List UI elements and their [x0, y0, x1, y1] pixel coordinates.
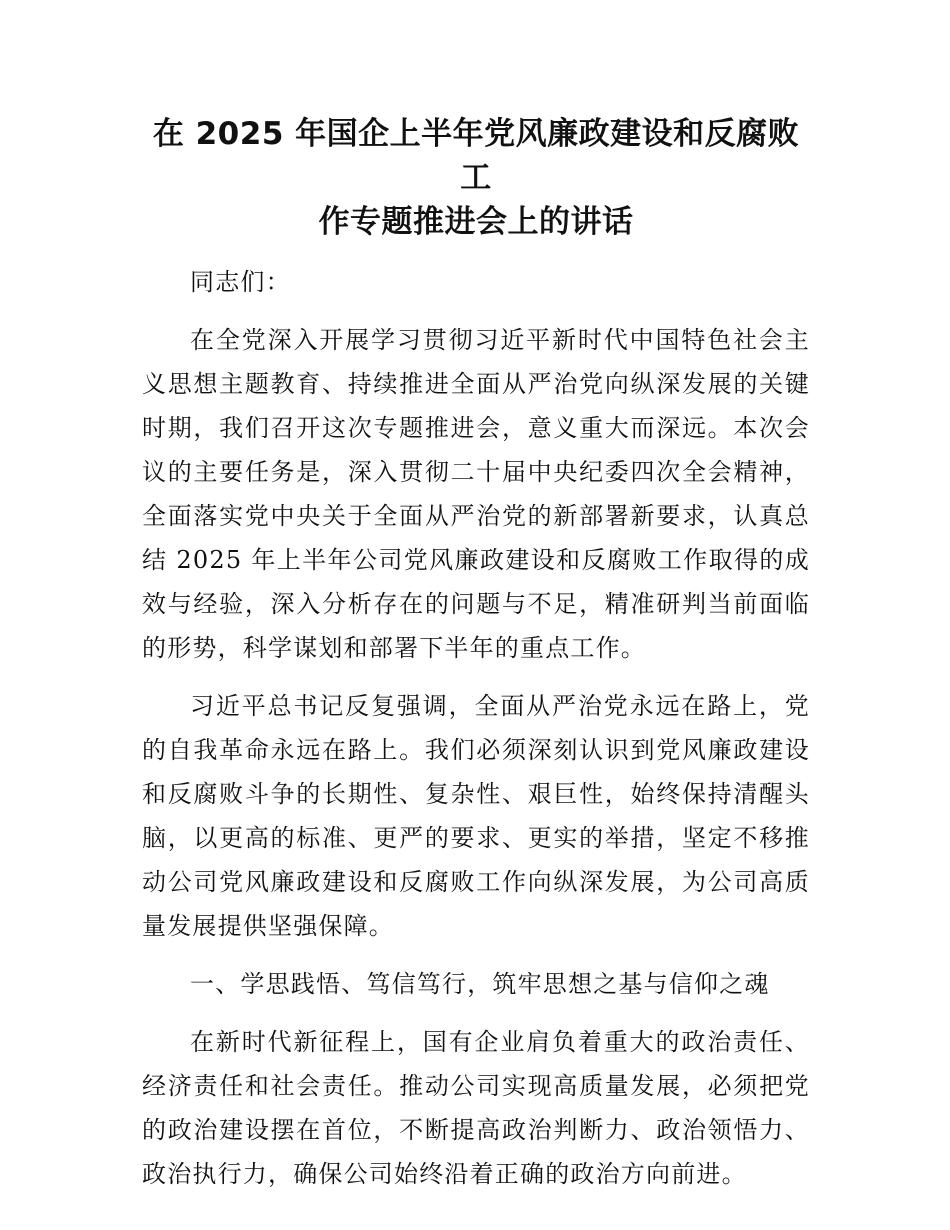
paragraph-section-1: 在新时代新征程上，国有企业肩负着重大的政治责任、经济责任和社会责任。推动公司实现高质量发展，必须把党的政治建设摆在首位，不断提高政治判断力、政治领悟力、政治执行力，确保公司始终沿着正确的政治方向前进。: [142, 1028, 810, 1188]
document-body: [142, 110, 810, 1196]
paragraph-intro: 在全党深入开展学习贯彻习近平新时代中国特色社会主义思想主题教育、持续推进全面从严治党向纵深发展的关键时期，我们召开这次专题推进会，意义重大而深远。本次会议的主要任务是，深入贯彻二十届中央纪委四次全会精神，全面落实党中央关于全面从严治党的新部署新要求，认真总结 2025 年上半年公司党风廉政建设和反腐败工作取得的成效与经验，深入分析存在的问题与不足，精准研判当前面临的形势，科学谋划和部署下半年的重点工作。: [142, 326, 810, 662]
page-title: [142, 110, 810, 244]
salutation: 同志们：: [190, 268, 291, 296]
section-heading: 一、学思践悟、笃信笃行，筑牢思想之基与信仰之魂: [190, 970, 770, 998]
title-line-2: 作专题推进会上的讲话: [318, 204, 634, 240]
paragraph-emphasis: 习近平总书记反复强调，全面从严治党永远在路上，党的自我革命永远在路上。我们必须深刻认识到党风廉政建设和反腐败斗争的长期性、复杂性、艰巨性，始终保持清醒头脑，以更高的标准、更严的要求、更实的举措，坚定不移推动公司党风廉政建设和反腐败工作向纵深发展，为公司高质量发展提供坚强保障。: [142, 692, 810, 940]
title-line-1: 在 2025 年国企上半年党风廉政建设和反腐败工: [152, 116, 800, 196]
